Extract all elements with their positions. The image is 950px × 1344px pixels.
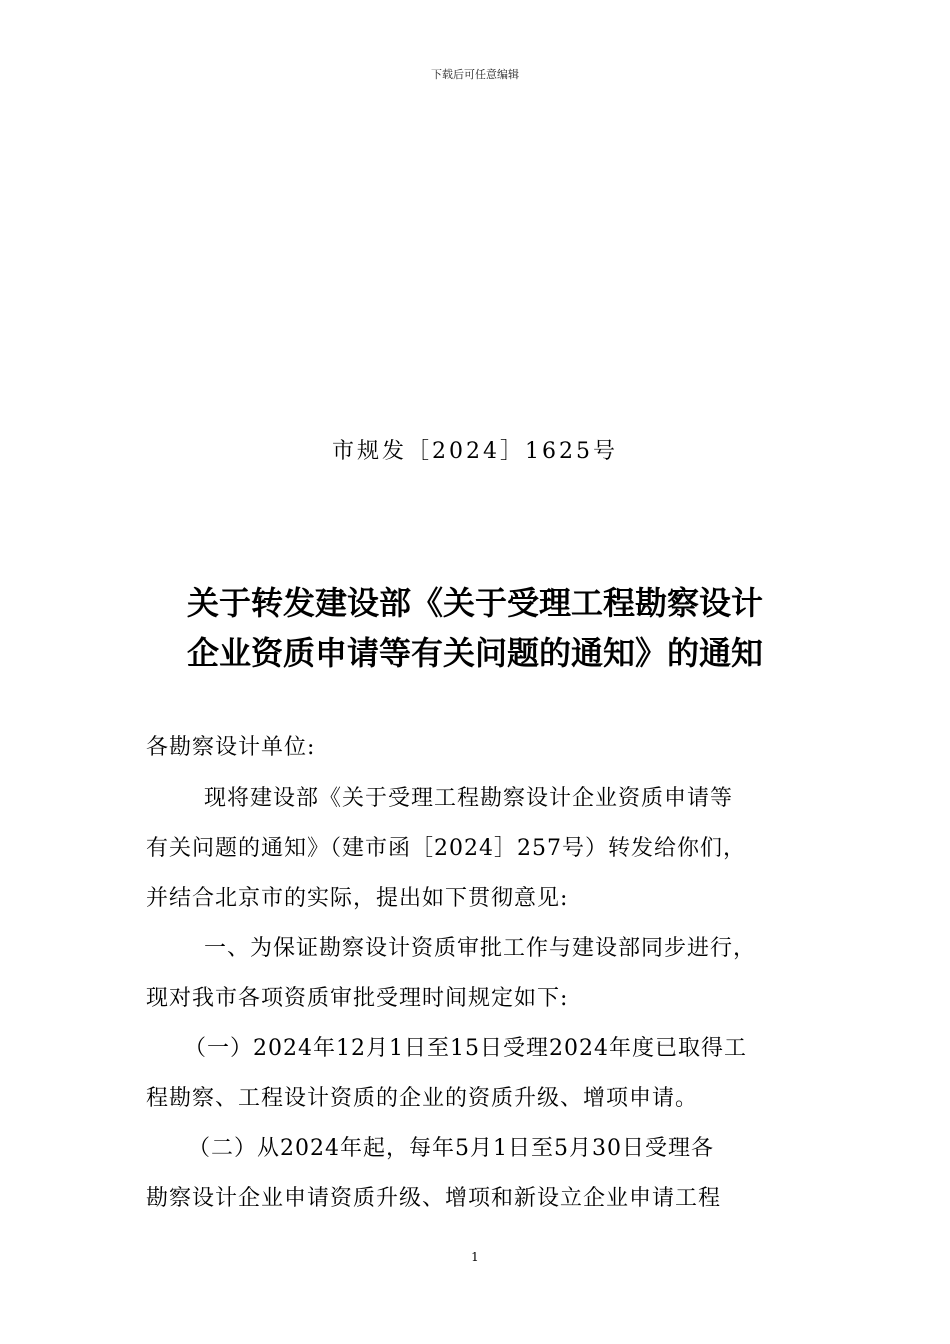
header-note: 下载后可任意编辑 [431,68,519,81]
title-line: 关于转发建设部《关于受理工程勘察设计 [186,584,763,622]
page-number: 1 [471,1250,479,1264]
body-line: （二）从2024年起，每年5月1日至5月30日受理各 [188,1136,714,1161]
body-line: 有关问题的通知》（建市函［2024］257号）转发给你们， [146,836,746,861]
document-title [0,578,950,678]
title-line: 企业资质申请等有关问题的通知》的通知 [186,634,763,672]
body-line: 并结合北京市的实际，提出如下贯彻意见: [146,886,569,911]
salutation: 各勘察设计单位: [146,735,316,760]
body-line: 程勘察、工程设计资质的企业的资质升级、增项申请。 [146,1086,699,1111]
document-number: 市规发［2024］1625号 [332,439,618,464]
body-line: （一）2024年12月1日至15日受理2024年度已取得工 [184,1036,747,1061]
body-line: 现将建设部《关于受理工程勘察设计企业资质申请等 [204,786,734,811]
body-line: 勘察设计企业申请资质升级、增项和新设立企业申请工程 [146,1186,722,1211]
body-line: 一、为保证勘察设计资质审批工作与建设部同步进行， [204,936,757,961]
body-line: 现对我市各项资质审批受理时间规定如下: [146,986,569,1011]
